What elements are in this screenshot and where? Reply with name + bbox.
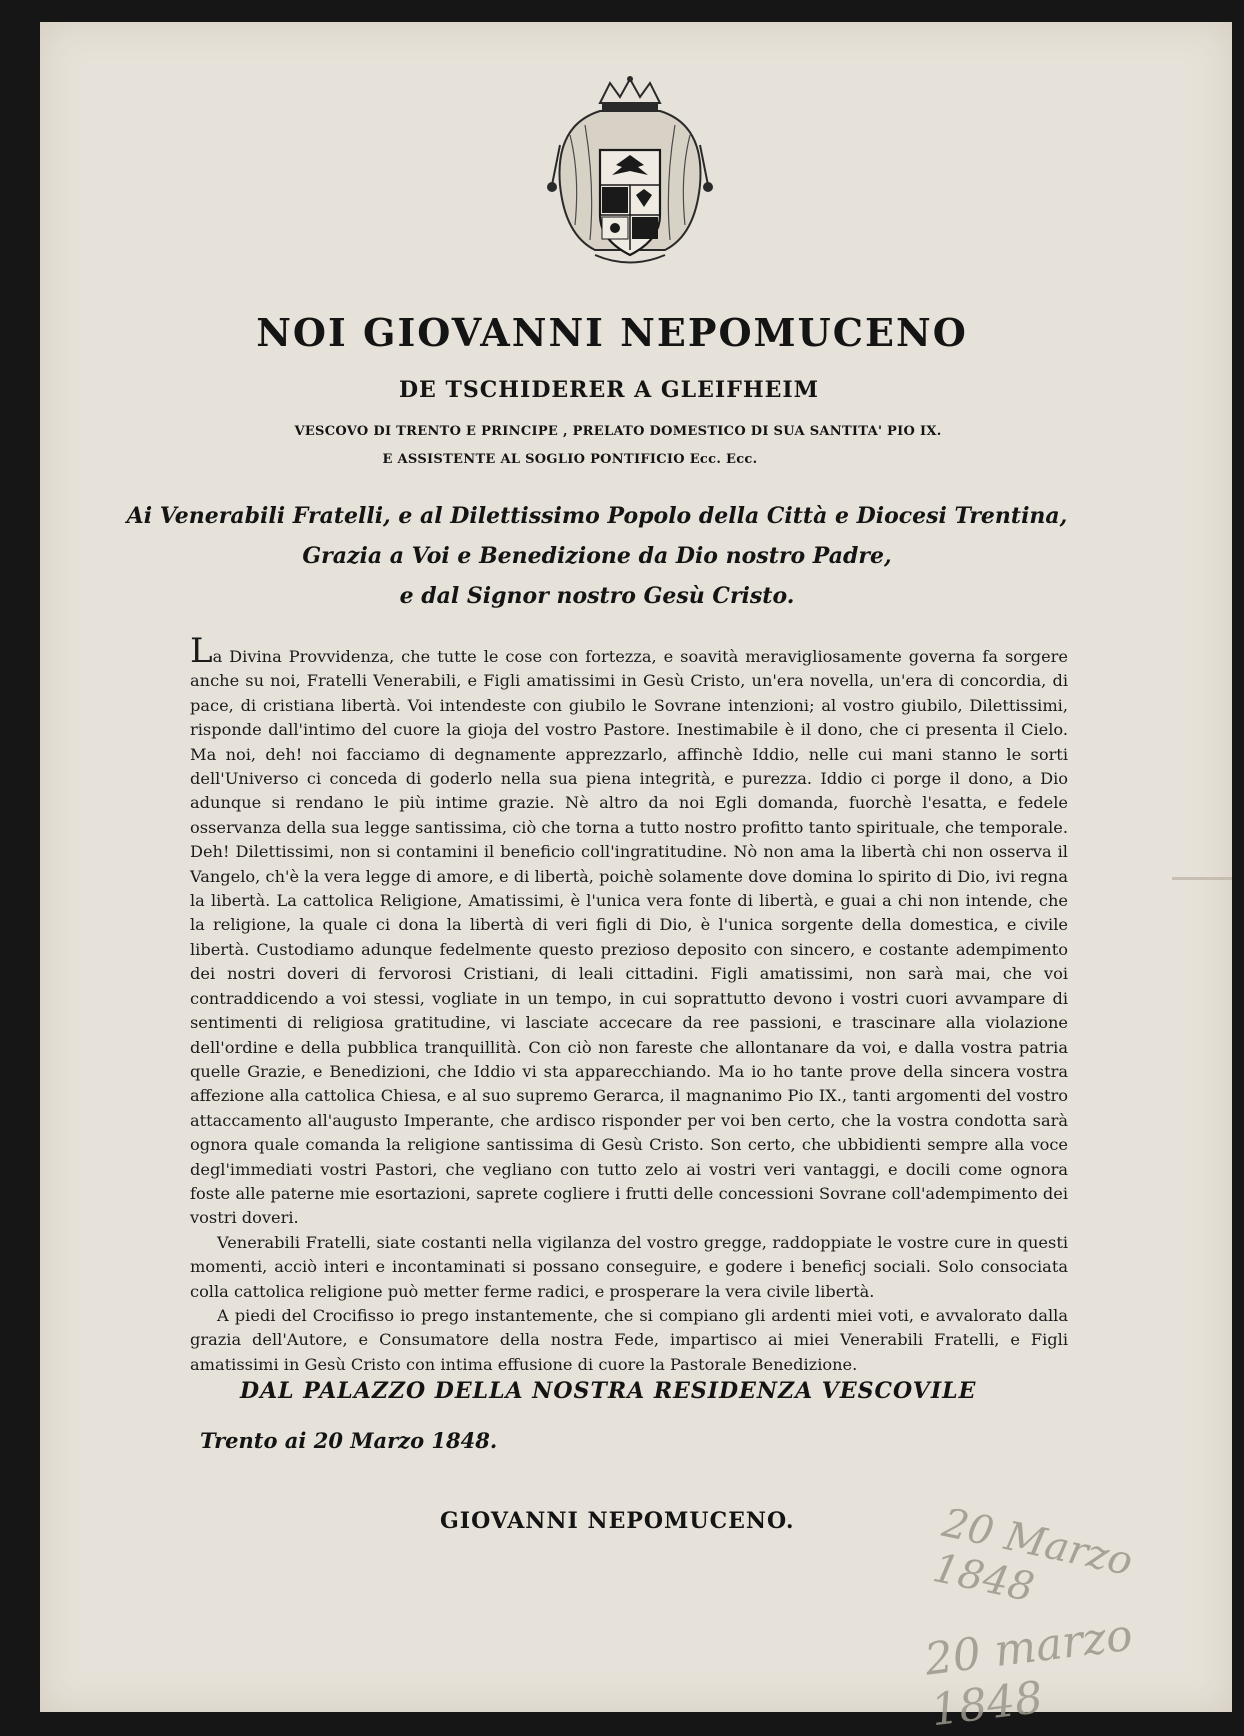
coat-of-arms-icon [540,75,720,275]
salutation-line-2: Grazia a Voi e Benedizione da Dio nostro Padre, [302,543,892,569]
handwritten-note-1: 20 Marzo 1848 [928,1500,1137,1612]
letter-body [190,631,1068,1377]
salutation-line-1: Ai Venerabili Fratelli, e al Dilettissimo Popolo della Città e Diocesi Trentina, [126,503,1068,529]
paragraph-1-text: a Divina Provvidenza, che tutte le cose con fortezza, e soavità meravigliosamente governa fa sorgere anche su noi, Fratelli Venerabili, e Figli amatissimi in Gesù Cristo, un'era novella, un'era di concordia, di pace, di cristiana libertà. Voi intendeste con giubilo le Sovrane intenzioni; al vostro giubilo, Dilettissimi, risponde dall'intimo del cuore la gioja del vostro Pastore. Inestimabile è il dono, che ci presenta il Cielo. Ma noi, deh! noi facciamo di degnamente apprezzarlo, affinchè Iddio, nelle cui mani stanno le sorti dell'Universo ci conceda di goderlo nella sua piena integrità, e purezza. Iddio ci porge il dono, a Dio adunque si rendano le più intime grazie. Nè altro da noi Egli domanda, fuorchè l'esatta, e fedele osservanza della sua legge santissima, ciò che torna a tutto nostro profitto tanto spirituale, che temporale. Deh! Dilettissimi, non si contamini il beneficio coll'ingratitudine. Nò non ama la libertà chi non osserva il Vangelo, ch'è la vera legge di amore, e di libertà, poichè solamente dove domina lo spirito di Dio, ivi regna la libertà. La cattolica Religione, Amatissimi, è l'unica vera fonte di libertà, e guai a chi non intende, che la religione, la quale ci dona la libertà di veri figli di Dio, è l'unica sorgente della domestica, e civile libertà. Custodiamo adunque fedelmente questo prezioso deposito con sincero, e costante adempimento dei nostri doveri di fervorosi Cristiani, di leali cittadini. Figli amatissimi, non sarà mai, che voi contraddicendo a voi stessi, vogliate in un tempo, in cui soprattutto devono i vostri cuori avvampare di sentimenti di religiosa gratitudine, vi lasciate accecare da ree passioni, e trascinare alla violazione dell'ordine e della pubblica tranquillità. Con ciò non fareste che allontanare da voi, e dalla vostra patria quelle Grazie, e Benedizioni, che Iddio vi sta apparecchiando. Ma io ho tante prove della sincera vostra affezione alla cattolica Chiesa, e al suo supremo Gerarca, il magnanimo Pio IX., tanti argomenti del vostro attaccamento all'augusto Imperante, che ardisco risponder per voi ben certo, che la vostra condotta sarà ognora quale comanda la religione santissima di Gesù Cristo. Son certo, che ubbidienti sempre alla voce degl'immediati vostri Pastori, che vegliano con tutto zelo ai vostri veri vantaggi, e docili come ognora foste alle paterne mie esortazioni, saprete cogliere i frutti delle concessioni Sovrane coll'adempimento dei vostri doveri. [190,647,1068,1228]
salutation [0,496,1219,616]
paragraph-3: A piedi del Crocifisso io prego instantemente, che si compiano gli ardenti miei voti, e avvalorato dalla grazia dell'Autore, e Consumatore della nostra Fede, impartisco ai miei Venerabili Fratelli, e Figli amatissimi in Gesù Cristo con intima effusione di cuore la Pastorale Benedizione. [190,1305,1068,1374]
drop-cap: L [190,631,213,671]
titles-line-1: VESCOVO DI TRENTO E PRINCIPE , PRELATO DOMESTICO DI SUA SANTITA' PIO IX. [294,424,942,439]
issued-from: DAL PALAZZO DELLA NOSTRA RESIDENZA VESCOVILE [240,1378,977,1404]
handwritten-note-2: 20 marzo 1848 [922,1609,1136,1736]
title-heading: NOI GIOVANNI NEPOMUCENO [256,310,968,355]
paper-tear [1172,877,1232,880]
titles-line-2: E ASSISTENTE AL SOGLIO PONTIFICIO Ecc. Ecc. [382,452,758,467]
signature-name: GIOVANNI NEPOMUCENO. [440,1508,795,1534]
paragraph-1 [190,631,1068,1231]
subtitle-heading: DE TSCHIDERER A GLEIFHEIM [398,377,820,403]
issue-date: Trento ai 20 Marzo 1848. [200,1428,498,1453]
paragraph-2: Venerabili Fratelli, siate costanti nella vigilanza del vostro gregge, raddoppiate le vostre cure in questi momenti, acciò interi e incontaminati si possano conseguire, e godere i beneficj sociali. Solo consociata colla cattolica religione può metter ferme radici, e prosperare la vera civile libertà. [190,1232,1068,1301]
salutation-line-3: e dal Signor nostro Gesù Cristo. [399,583,795,609]
